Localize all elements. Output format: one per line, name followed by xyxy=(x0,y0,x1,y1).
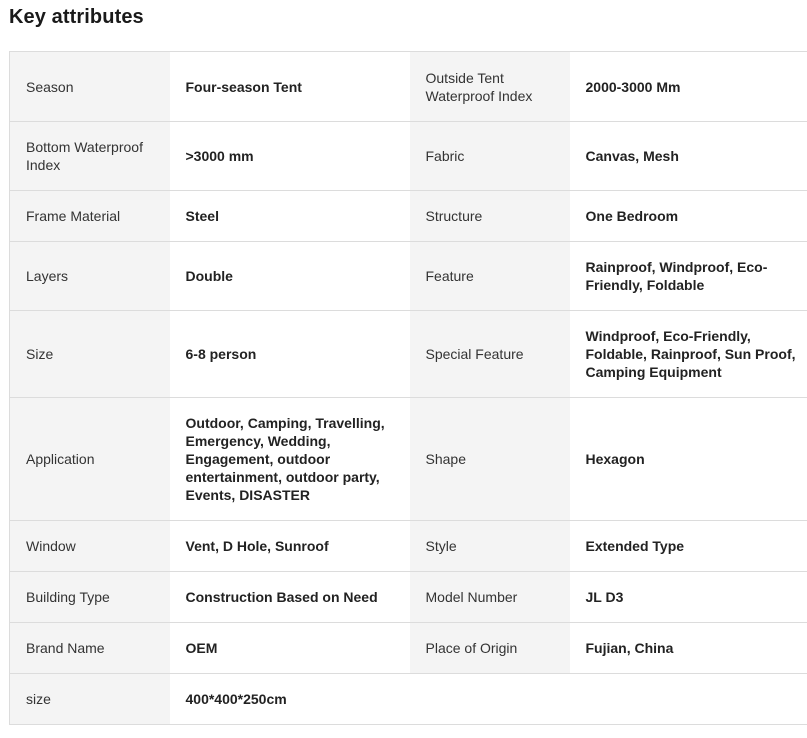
key-attributes-table xyxy=(9,51,807,725)
attribute-value: Vent, D Hole, Sunroof xyxy=(170,521,410,572)
attribute-value: 2000-3000 Mm xyxy=(570,52,807,122)
attribute-label: Model Number xyxy=(410,572,570,623)
attribute-label: Place of Origin xyxy=(410,623,570,674)
table-row xyxy=(10,311,807,398)
attribute-value: Windproof, Eco-Friendly, Foldable, Rainproof, Sun Proof, Camping Equipment xyxy=(570,311,807,398)
attribute-value: Extended Type xyxy=(570,521,807,572)
attribute-label: Size xyxy=(10,311,170,398)
attribute-label: Shape xyxy=(410,398,570,521)
attribute-value: Rainproof, Windproof, Eco-Friendly, Foldable xyxy=(570,242,807,311)
attribute-value: Four-season Tent xyxy=(170,52,410,122)
attribute-label: Building Type xyxy=(10,572,170,623)
table-row xyxy=(10,674,807,725)
table-row xyxy=(10,623,807,674)
attribute-value: >3000 mm xyxy=(170,122,410,191)
empty-cell xyxy=(410,674,807,725)
attribute-value: Fujian, China xyxy=(570,623,807,674)
table-row xyxy=(10,242,807,311)
attribute-label: Bottom Waterproof Index xyxy=(10,122,170,191)
attribute-label: Outside Tent Waterproof Index xyxy=(410,52,570,122)
attribute-label: Structure xyxy=(410,191,570,242)
attribute-value: Construction Based on Need xyxy=(170,572,410,623)
attribute-label: size xyxy=(10,674,170,725)
attribute-value: 6-8 person xyxy=(170,311,410,398)
section-title: Key attributes xyxy=(9,6,144,28)
attribute-value: Steel xyxy=(170,191,410,242)
attribute-label: Fabric xyxy=(410,122,570,191)
attribute-label: Special Feature xyxy=(410,311,570,398)
attribute-label: Window xyxy=(10,521,170,572)
attribute-label: Style xyxy=(410,521,570,572)
attribute-value: Hexagon xyxy=(570,398,807,521)
attribute-label: Frame Material xyxy=(10,191,170,242)
table-row xyxy=(10,521,807,572)
attribute-label: Layers xyxy=(10,242,170,311)
attribute-value: One Bedroom xyxy=(570,191,807,242)
attribute-value: JL D3 xyxy=(570,572,807,623)
attribute-value: OEM xyxy=(170,623,410,674)
attribute-label: Application xyxy=(10,398,170,521)
attribute-value: 400*400*250cm xyxy=(170,674,410,725)
table-row xyxy=(10,122,807,191)
table-row xyxy=(10,572,807,623)
attribute-label: Brand Name xyxy=(10,623,170,674)
attribute-value: Outdoor, Camping, Travelling, Emergency, Wedding, Engagement, outdoor entertainment, outdoor party, Events, DISASTER xyxy=(170,398,410,521)
attribute-value: Canvas, Mesh xyxy=(570,122,807,191)
attribute-label: Season xyxy=(10,52,170,122)
table-row xyxy=(10,191,807,242)
table-row xyxy=(10,398,807,521)
table-row xyxy=(10,52,807,122)
attribute-label: Feature xyxy=(410,242,570,311)
attribute-value: Double xyxy=(170,242,410,311)
